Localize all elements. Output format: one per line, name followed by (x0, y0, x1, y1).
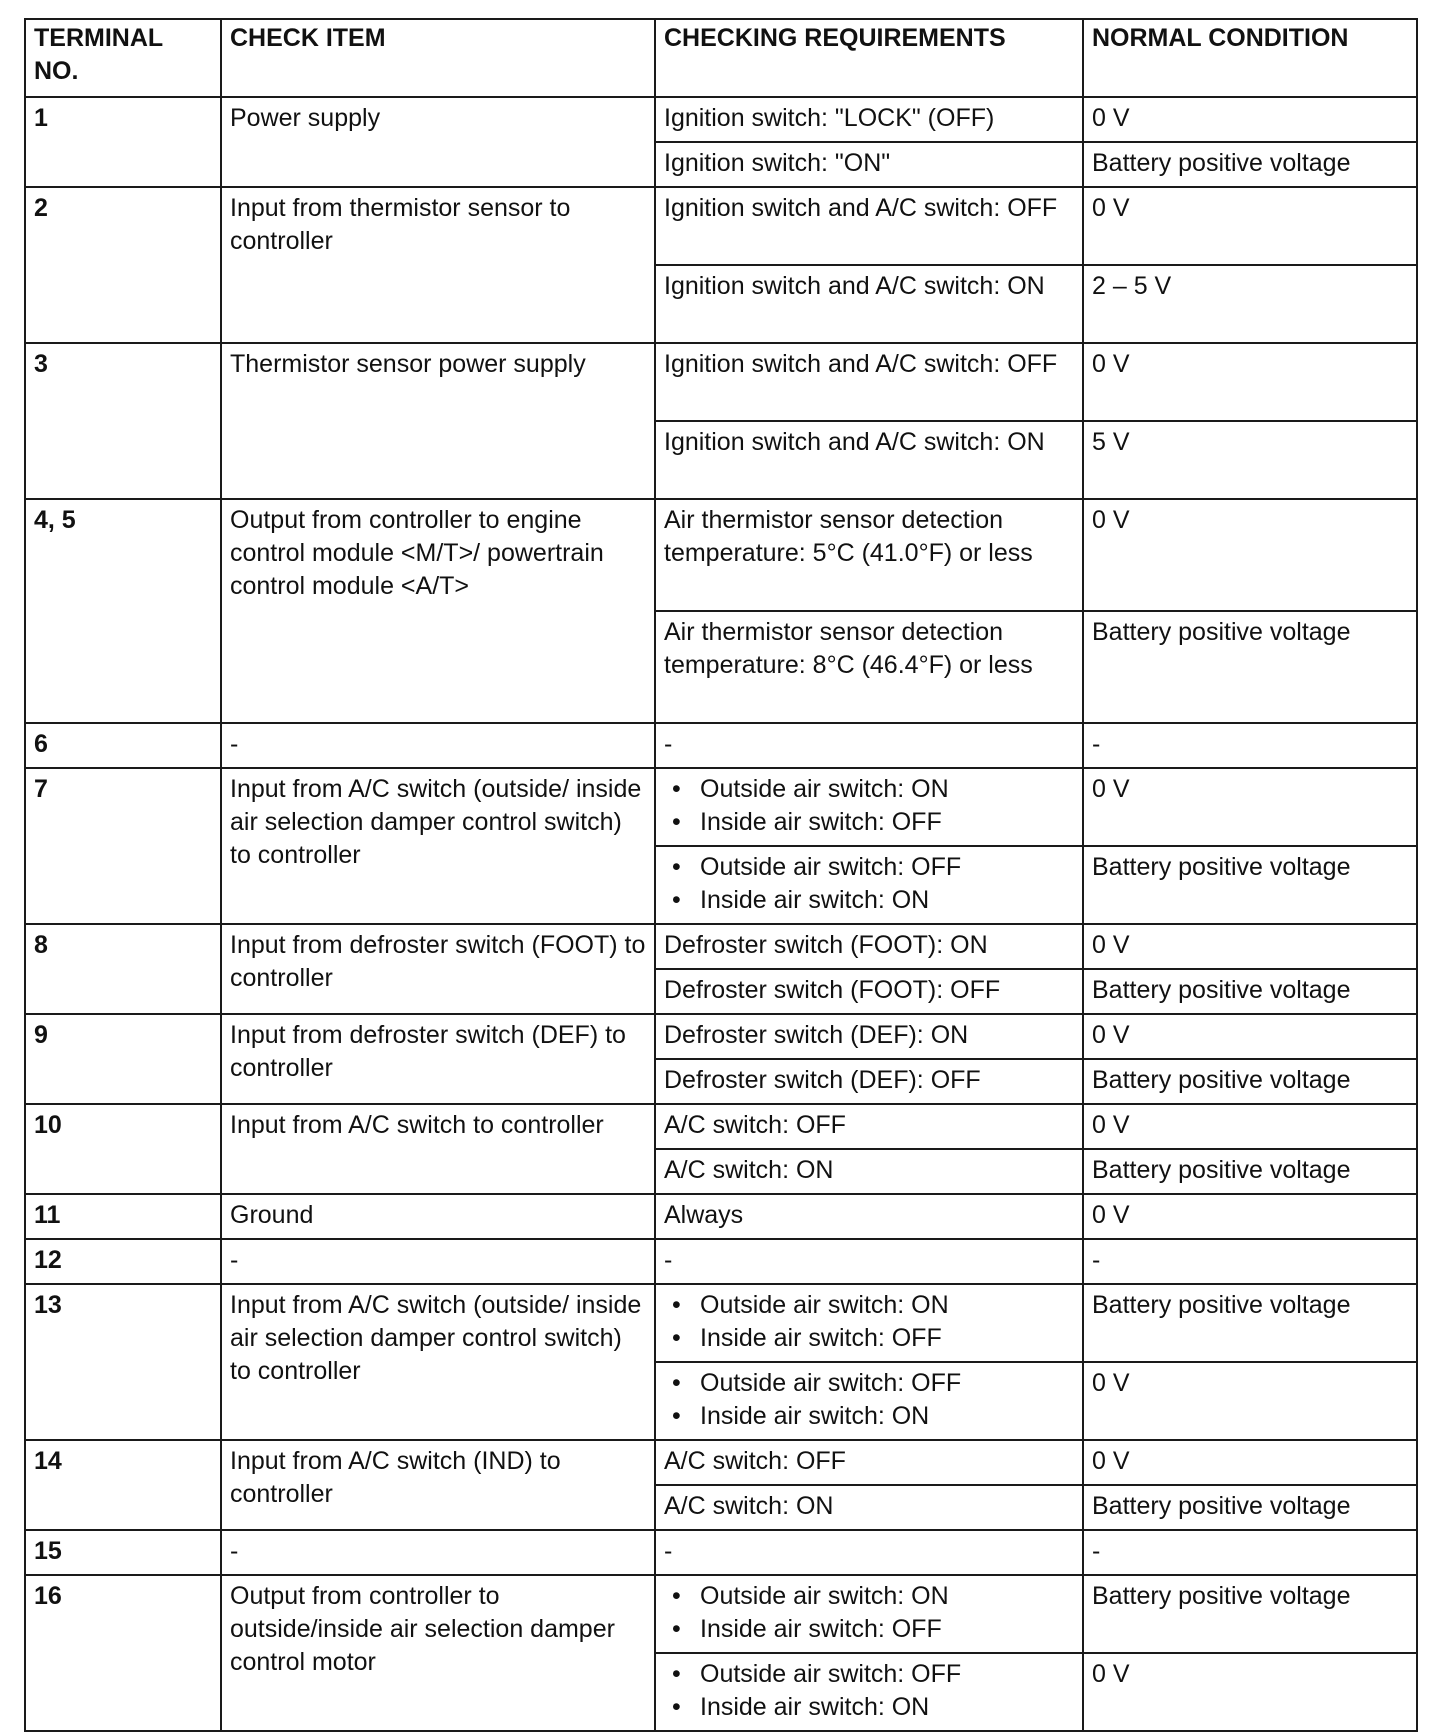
normal-condition-cell: 0 V (1083, 1440, 1417, 1485)
requirement-bullet-item: • Inside air switch: ON (664, 884, 1074, 917)
header-normal-condition: NORMAL CONDITION (1083, 19, 1417, 97)
checking-requirement-cell: A/C switch: OFF (655, 1104, 1083, 1149)
normal-condition-cell: 0 V (1083, 343, 1417, 421)
requirement-bullet-item: • Outside air switch: ON (664, 773, 1074, 806)
normal-condition-cell: 2 – 5 V (1083, 265, 1417, 343)
table-row (25, 1575, 1417, 1653)
checking-requirement-cell: Defroster switch (DEF): ON (655, 1014, 1083, 1059)
checking-requirement-cell (655, 1575, 1083, 1653)
header-checking-requirements: CHECKING REQUIREMENTS (655, 19, 1083, 97)
table-row (25, 1194, 1417, 1239)
checking-requirement-cell (655, 846, 1083, 924)
checking-requirement-cell: Ignition switch and A/C switch: OFF (655, 343, 1083, 421)
requirement-bullet-list (664, 1658, 1074, 1724)
checking-requirement-cell: A/C switch: OFF (655, 1440, 1083, 1485)
terminal-no-cell: 9 (25, 1014, 221, 1104)
check-item-cell: Power supply (221, 97, 655, 187)
checking-requirement-cell: Defroster switch (FOOT): ON (655, 924, 1083, 969)
header-row (25, 19, 1417, 97)
check-item-cell: Input from defroster switch (DEF) to controller (221, 1014, 655, 1104)
check-item-cell: - (221, 1530, 655, 1575)
normal-condition-cell: 5 V (1083, 421, 1417, 499)
terminal-no-cell: 16 (25, 1575, 221, 1731)
checking-requirement-cell: A/C switch: ON (655, 1485, 1083, 1530)
requirement-bullet-item: • Outside air switch: ON (664, 1289, 1074, 1322)
normal-condition-cell: - (1083, 1239, 1417, 1284)
requirement-bullet-list (664, 1580, 1074, 1646)
normal-condition-cell: 0 V (1083, 1014, 1417, 1059)
checking-requirement-cell (655, 1284, 1083, 1362)
header-terminal-no: TERMINAL NO. (25, 19, 221, 97)
normal-condition-cell: 0 V (1083, 499, 1417, 611)
check-item-cell: Output from controller to outside/inside air selection damper control motor (221, 1575, 655, 1731)
check-item-cell: Thermistor sensor power supply (221, 343, 655, 499)
requirement-bullet-item: • Outside air switch: OFF (664, 1367, 1074, 1400)
terminal-no-cell: 14 (25, 1440, 221, 1530)
requirement-bullet-item: • Outside air switch: OFF (664, 1658, 1074, 1691)
table-row (25, 499, 1417, 611)
header-check-item: CHECK ITEM (221, 19, 655, 97)
normal-condition-cell: 0 V (1083, 97, 1417, 142)
table-row (25, 924, 1417, 969)
requirement-bullet-item: • Inside air switch: OFF (664, 1322, 1074, 1355)
normal-condition-cell: Battery positive voltage (1083, 1149, 1417, 1194)
checking-requirement-cell: Ignition switch and A/C switch: ON (655, 265, 1083, 343)
check-item-cell: Input from A/C switch (outside/ inside air selection damper control switch) to controller (221, 768, 655, 924)
normal-condition-cell: Battery positive voltage (1083, 611, 1417, 723)
checking-requirement-cell: Air thermistor sensor detection temperature: 8°C (46.4°F) or less (655, 611, 1083, 723)
normal-condition-cell: Battery positive voltage (1083, 1485, 1417, 1530)
normal-condition-cell: 0 V (1083, 1362, 1417, 1440)
terminal-no-cell: 8 (25, 924, 221, 1014)
normal-condition-cell: - (1083, 1530, 1417, 1575)
check-item-cell: Input from defroster switch (FOOT) to controller (221, 924, 655, 1014)
requirement-bullet-list (664, 1289, 1074, 1355)
terminal-no-cell: 12 (25, 1239, 221, 1284)
table-row (25, 187, 1417, 265)
normal-condition-cell: Battery positive voltage (1083, 1575, 1417, 1653)
checking-requirement-cell: Ignition switch and A/C switch: ON (655, 421, 1083, 499)
terminal-no-cell: 2 (25, 187, 221, 343)
normal-condition-cell: 0 V (1083, 924, 1417, 969)
normal-condition-cell: Battery positive voltage (1083, 1059, 1417, 1104)
checking-requirement-cell: Ignition switch: "LOCK" (OFF) (655, 97, 1083, 142)
requirement-bullet-item: • Outside air switch: ON (664, 1580, 1074, 1613)
terminal-no-cell: 3 (25, 343, 221, 499)
terminal-no-cell: 1 (25, 97, 221, 187)
normal-condition-cell: 0 V (1083, 1653, 1417, 1731)
terminal-no-cell: 6 (25, 723, 221, 768)
checking-requirement-cell: A/C switch: ON (655, 1149, 1083, 1194)
checking-requirement-cell: Ignition switch and A/C switch: OFF (655, 187, 1083, 265)
terminal-no-cell: 10 (25, 1104, 221, 1194)
table-row (25, 1014, 1417, 1059)
table-row (25, 1104, 1417, 1149)
normal-condition-cell: Battery positive voltage (1083, 846, 1417, 924)
checking-requirement-cell: Air thermistor sensor detection temperature: 5°C (41.0°F) or less (655, 499, 1083, 611)
check-item-cell: Input from A/C switch to controller (221, 1104, 655, 1194)
table-row (25, 343, 1417, 421)
normal-condition-cell: 0 V (1083, 768, 1417, 846)
terminal-check-table (24, 18, 1418, 1732)
normal-condition-cell: Battery positive voltage (1083, 969, 1417, 1014)
checking-requirement-cell: Defroster switch (DEF): OFF (655, 1059, 1083, 1104)
table-header (25, 19, 1417, 97)
requirement-bullet-item: • Inside air switch: OFF (664, 806, 1074, 839)
checking-requirement-cell: Defroster switch (FOOT): OFF (655, 969, 1083, 1014)
requirement-bullet-list (664, 851, 1074, 917)
table-row (25, 768, 1417, 846)
checking-requirement-cell (655, 1362, 1083, 1440)
requirement-bullet-item: • Inside air switch: ON (664, 1691, 1074, 1724)
normal-condition-cell: - (1083, 723, 1417, 768)
normal-condition-cell: 0 V (1083, 187, 1417, 265)
table-body (25, 97, 1417, 1731)
terminal-no-cell: 15 (25, 1530, 221, 1575)
check-item-cell: Input from thermistor sensor to controller (221, 187, 655, 343)
normal-condition-cell: 0 V (1083, 1194, 1417, 1239)
table-row (25, 723, 1417, 768)
requirement-bullet-item: • Inside air switch: OFF (664, 1613, 1074, 1646)
check-item-cell: - (221, 723, 655, 768)
check-item-cell: Input from A/C switch (IND) to controller (221, 1440, 655, 1530)
normal-condition-cell: 0 V (1083, 1104, 1417, 1149)
checking-requirement-cell: Ignition switch: "ON" (655, 142, 1083, 187)
normal-condition-cell: Battery positive voltage (1083, 1284, 1417, 1362)
check-item-cell: - (221, 1239, 655, 1284)
check-item-cell: Output from controller to engine control module <M/T>/ powertrain control module <A/T> (221, 499, 655, 723)
requirement-bullet-list (664, 1367, 1074, 1433)
checking-requirement-cell: - (655, 1530, 1083, 1575)
requirement-bullet-item: • Inside air switch: ON (664, 1400, 1074, 1433)
requirement-bullet-item: • Outside air switch: OFF (664, 851, 1074, 884)
table-row (25, 1239, 1417, 1284)
table-row (25, 1530, 1417, 1575)
table-row (25, 1440, 1417, 1485)
check-item-cell: Input from A/C switch (outside/ inside air selection damper control switch) to controller (221, 1284, 655, 1440)
checking-requirement-cell: Always (655, 1194, 1083, 1239)
terminal-no-cell: 13 (25, 1284, 221, 1440)
normal-condition-cell: Battery positive voltage (1083, 142, 1417, 187)
terminal-no-cell: 7 (25, 768, 221, 924)
table-row (25, 97, 1417, 142)
requirement-bullet-list (664, 773, 1074, 839)
checking-requirement-cell: - (655, 1239, 1083, 1284)
table-row (25, 1284, 1417, 1362)
terminal-no-cell: 11 (25, 1194, 221, 1239)
checking-requirement-cell: - (655, 723, 1083, 768)
check-item-cell: Ground (221, 1194, 655, 1239)
checking-requirement-cell (655, 1653, 1083, 1731)
checking-requirement-cell (655, 768, 1083, 846)
terminal-no-cell: 4, 5 (25, 499, 221, 723)
